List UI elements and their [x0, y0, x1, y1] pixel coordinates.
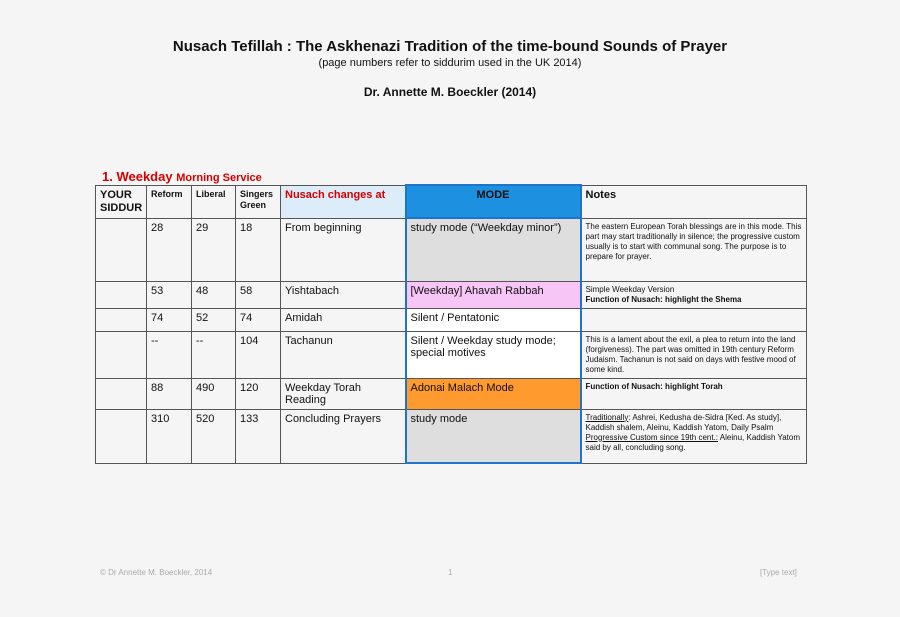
cell-singers: 104 [236, 331, 281, 378]
notes-trad-label: Traditionally [585, 412, 629, 422]
table-row [96, 308, 807, 331]
cell-notes [581, 378, 807, 409]
cell-singers: 18 [236, 218, 281, 281]
header-singers-green: Singers Green [236, 185, 281, 218]
table-row [96, 218, 807, 281]
cell-notes [581, 281, 807, 308]
cell-singers: 58 [236, 281, 281, 308]
cell-liberal: 52 [192, 308, 236, 331]
cell-nusach: Yishtabach [281, 281, 406, 308]
cell-mode: study mode (“Weekday minor”) [406, 218, 581, 281]
footer-placeholder: [Type text] [760, 568, 797, 577]
cell-mode: Adonai Malach Mode [406, 378, 581, 409]
notes-line-2 [586, 295, 803, 305]
cell-your [96, 409, 147, 463]
notes-prog: Aleinu, Kaddish Yatom said by all, concluding song. [585, 432, 800, 452]
cell-reform: -- [147, 331, 192, 378]
header-reform: Reform [147, 185, 192, 218]
page-title: Nusach Tefillah : The Askhenazi Tradition of the time-bound Sounds of Prayer [172, 38, 728, 55]
cell-your [96, 218, 147, 281]
header-liberal: Liberal [192, 185, 236, 218]
cell-notes [581, 308, 807, 331]
cell-notes [581, 409, 807, 463]
cell-nusach: Amidah [281, 308, 406, 331]
notes-prog-label: Progressive Custom since 19th cent.: [585, 432, 719, 442]
section-number-word: 1. Weekday [102, 169, 173, 184]
table-row [96, 409, 807, 463]
author-line: Dr. Annette M. Boeckler (2014) [363, 85, 537, 99]
cell-nusach: Weekday Torah Reading [281, 378, 406, 409]
cell-mode: study mode [406, 409, 581, 463]
table-row [96, 378, 807, 409]
cell-your [96, 378, 147, 409]
table-header-row [96, 185, 807, 218]
header-mode: MODE [406, 185, 581, 218]
cell-reform: 28 [147, 218, 192, 281]
footer-page-number: 1 [448, 568, 453, 577]
cell-mode: Silent / Pentatonic [406, 308, 581, 331]
cell-your [96, 308, 147, 331]
notes-trad: : Ashrei, Kedusha de-Sidra [Ked. As study], Kaddish shalem, Aleinu, Kaddish Yatom, Daily Psalm [585, 412, 782, 432]
notes-bold: Function of Nusach [585, 381, 661, 391]
cell-notes: This is a lament about the exil, a plea to return into the land (forgiveness). The part was omitted in 19th century Reform Judaism. Tachanun is not said on days with festive mood of some kind. [581, 331, 807, 378]
notes-bold-tail: : highlight Torah [660, 381, 723, 391]
table-row [96, 331, 807, 378]
cell-liberal: 520 [192, 409, 236, 463]
cell-liberal: 48 [192, 281, 236, 308]
cell-reform: 88 [147, 378, 192, 409]
cell-notes: The eastern European Torah blessings are in this mode. This part may start traditionally in silence; the progressive custom usually is to start with communal song. The purpose is to prepare for prayer. [581, 218, 807, 281]
cell-nusach: Concluding Prayers [281, 409, 406, 463]
cell-nusach: Tachanun [281, 331, 406, 378]
notes-line-1: Simple Weekday Version [585, 284, 675, 294]
cell-singers: 133 [236, 409, 281, 463]
cell-nusach: From beginning [281, 218, 406, 281]
header-nusach: Nusach changes at [281, 185, 406, 218]
header-notes: Notes [581, 185, 807, 218]
nusach-table [95, 184, 807, 464]
cell-liberal: 490 [192, 378, 236, 409]
section-heading [102, 169, 262, 184]
footer-copyright: © Dr Annette M. Boeckler, 2014 [100, 568, 213, 577]
page-subtitle: (page numbers refer to siddurim used in the UK 2014) [318, 57, 582, 69]
table-row [96, 281, 807, 308]
cell-mode: Silent / Weekday study mode; special motives [406, 331, 581, 378]
cell-reform: 74 [147, 308, 192, 331]
cell-singers: 120 [236, 378, 281, 409]
cell-reform: 310 [147, 409, 192, 463]
notes-bold: Function of Nusach [585, 294, 661, 304]
cell-liberal: -- [192, 331, 236, 378]
cell-reform: 53 [147, 281, 192, 308]
notes-bold-tail: : highlight the Shema [660, 294, 742, 304]
cell-your [96, 331, 147, 378]
cell-mode: [Weekday] Ahavah Rabbah [406, 281, 581, 308]
section-rest: Morning Service [176, 172, 262, 184]
cell-your [96, 281, 147, 308]
cell-singers: 74 [236, 308, 281, 331]
cell-liberal: 29 [192, 218, 236, 281]
header-your-siddur: YOUR SIDDUR [96, 185, 147, 218]
